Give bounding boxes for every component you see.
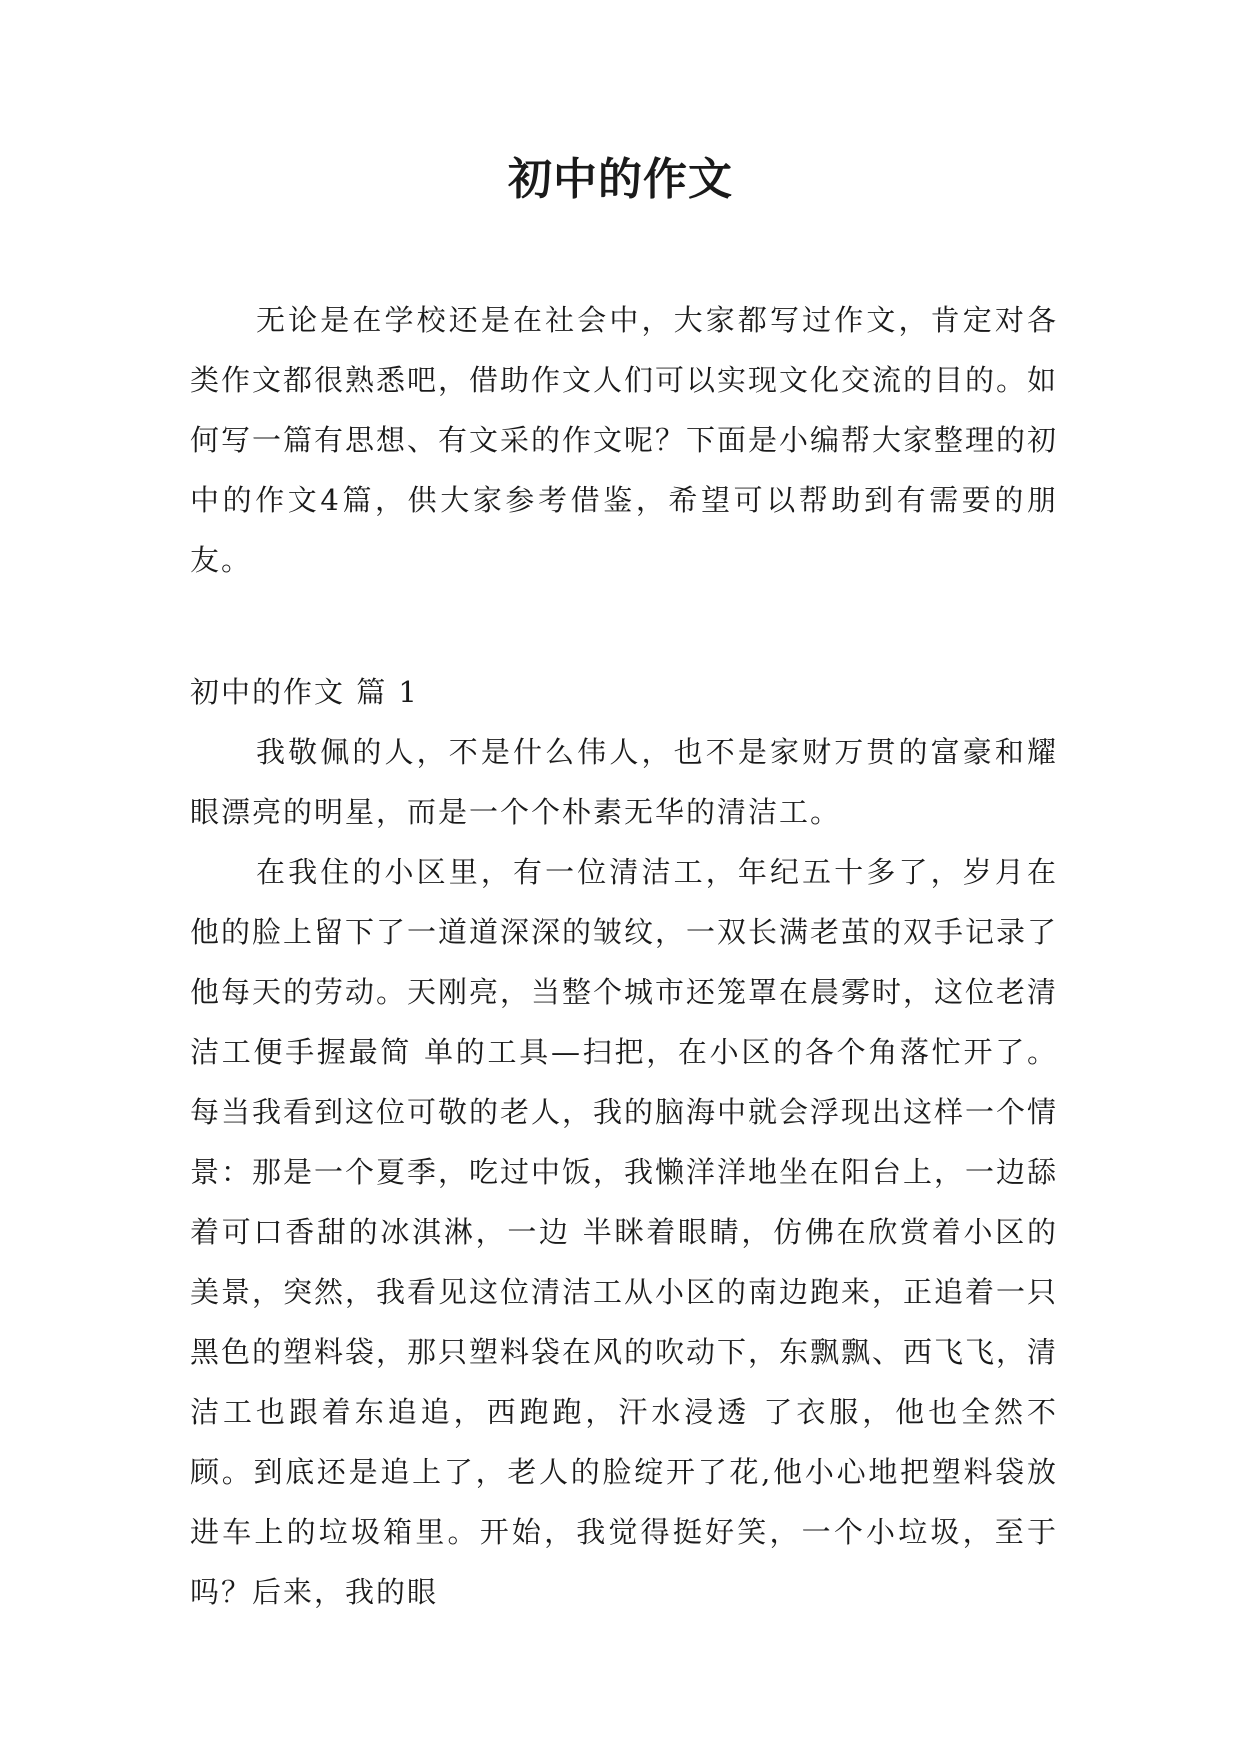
document-title: 初中的作文 [508, 154, 733, 205]
section-heading: 初中的作文 篇 1 [190, 675, 419, 709]
body-paragraph: 在我住的小区里，有一位清洁工，年纪五十多了，岁月在他的脸上留下了一道道深深的皱纹，一双长满老茧的双手记录了他每天的劳动。天刚亮，当整个城市还笼罩在晨雾时，这位老清洁工便手握最简 单的工具—扫把，在小区的各个角落忙开了。每当我看到这位可敬的老人，我的脑海中就会浮现出这样一个情景：那是一个夏季，吃过中饭，我懒洋洋地坐在阳台上，一边舔着可口香甜的冰淇淋，一边 半眯着眼睛，仿佛在欣赏着小区的美景，突然，我看见这位清洁工从小区的南边跑来，正追着一只黑色的塑料袋，那只塑料袋在风的吹动下，东飘飘、西飞飞，清洁工也跟着东追追，西跑跑，汗水浸透 了衣服，他也全然不顾。到底还是追上了，老人的脸绽开了花,他小心地把塑料袋放进车上的垃圾箱里。开始，我觉得挺好笑，一个小垃圾，至于吗？后来，我的眼 [190, 855, 1059, 1609]
intro-paragraph: 无论是在学校还是在社会中，大家都写过作文，肯定对各类作文都很熟悉吧，借助作文人们可以实现文化交流的目的。如何写一篇有思想、有文采的作文呢？下面是小编帮大家整理的初中的作文4篇，供大家参考借鉴，希望可以帮助到有需要的朋友。 [190, 303, 1059, 577]
document-body [190, 290, 1058, 1622]
spacer [190, 590, 1058, 662]
body-paragraph: 我敬佩的人，不是什么伟人，也不是家财万贯的富豪和耀眼漂亮的明星，而是一个个朴素无华的清洁工。 [190, 735, 1058, 829]
